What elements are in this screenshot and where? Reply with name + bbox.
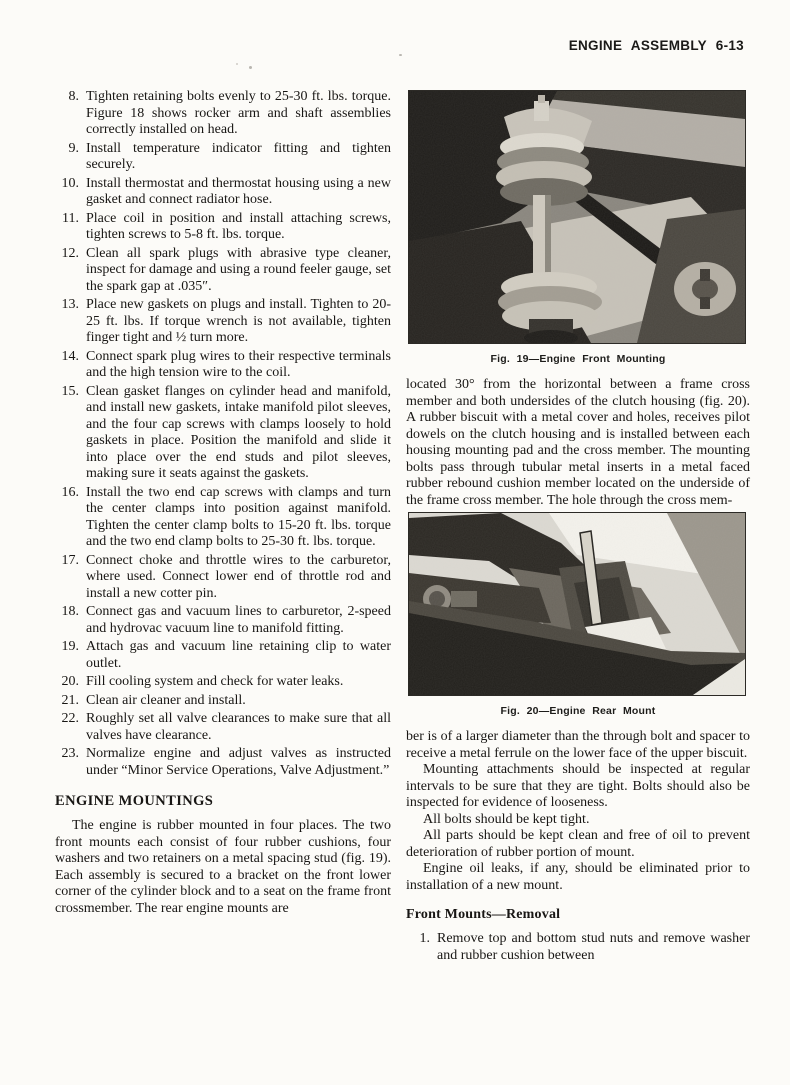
item-number: 22.: [61, 711, 79, 726]
item-number: 21.: [61, 692, 79, 708]
item-text: Remove top and bottom stud nuts and remove washer and rubber cushion between: [437, 931, 750, 963]
list-item: [55, 639, 391, 672]
paragraph-mounting-1: located 30° from the horizontal between a frame cross member and both undersides of the clutch housing (fig. 20). A rubber biscuit with a metal cover and holes, receives pilot dowels on the clutch housing and is installed between each housing mounting pad and the cross member. The mounting bolts pass through tubular metal inserts in a metal faced rubber rebound cushion member located on the underside of the frame cross member. The hole through the cross mem-: [406, 377, 750, 508]
scan-speck: [249, 66, 252, 69]
item-text: Clean air cleaner and install.: [86, 692, 246, 708]
list-item: [55, 349, 391, 382]
item-number: 14.: [61, 348, 79, 364]
scan-speck: [399, 54, 402, 56]
item-text: Connect choke and throttle wires to the carburetor, where used. Connect lower end of throttle rod and install a new cotter pin.: [86, 552, 391, 601]
list-item: [55, 746, 391, 779]
item-text: Install temperature indicator fitting and tighten securely.: [86, 140, 391, 172]
item-number: 1.: [419, 931, 430, 946]
item-number: 9.: [68, 140, 79, 156]
figure-20: [406, 512, 750, 717]
list-item: [55, 711, 391, 744]
paragraph-inspection: Mounting attachments should be inspected at regular intervals to be sure that they are tight. Bolts should also be inspected for evidence of looseness.: [406, 762, 750, 810]
list-item: [55, 211, 391, 244]
list-item: [55, 297, 391, 347]
item-number: 23.: [61, 746, 79, 761]
list-item: [55, 485, 391, 551]
item-number: 11.: [62, 210, 79, 226]
item-number: 16.: [61, 484, 79, 500]
fig20-caption: Fig. 20—Engine Rear Mount: [500, 705, 656, 717]
item-number: 18.: [61, 604, 79, 619]
item-text: Roughly set all valve clearances to make sure that all valves have clearance.: [86, 711, 391, 743]
fig20-photo: [408, 512, 746, 696]
engine-mountings-paragraph: The engine is rubber mounted in four places. The two front mounts each consist of four rubber cushions, four washers and two retainers on a metal spacing stud (fig. 19). Each assembly is secured to a bracket on the front lower corner of the cylinder block and to a seat on the frame front crossmember. The rear engine mounts are: [55, 818, 391, 916]
item-number: 10.: [61, 175, 79, 191]
list-item: [406, 931, 750, 964]
scan-speck: [236, 63, 238, 65]
item-number: 8.: [68, 89, 79, 104]
item-text: Place new gaskets on plugs and install. Tighten to 20-25 ft. lbs. If torque wrench is not available, tighten finger tight and ½ turn more.: [86, 297, 391, 345]
paragraph-mounting-2: ber is of a larger diameter than the through bolt and spacer to receive a metal ferrule on the lower face of the upper biscuit.: [406, 729, 750, 761]
list-item: [55, 89, 391, 139]
page-header: ENGINE ASSEMBLY 6-13: [568, 38, 744, 53]
paragraph-clean-parts: All parts should be kept clean and free of oil to prevent deterioration of rubber portion of mount.: [406, 828, 750, 860]
item-text: Connect gas and vacuum lines to carburetor, 2-speed and hydrovac vacuum line to manifold fitting.: [86, 604, 391, 636]
item-text: Clean gasket flanges on cylinder head and manifold, and install new gaskets, intake manifold pilot sleeves, and the four cap screws with clamps loosely to hold gaskets in place. Position the manifold and slide it into place over the end studs and pilot sleeves, making sure it seats against the gaskets.: [86, 383, 391, 481]
item-text: Place coil in position and install attaching screws, tighten screws to 5-8 ft. lbs. torque.: [86, 210, 391, 242]
item-number: 15.: [61, 383, 79, 399]
fig19-caption: Fig. 19—Engine Front Mounting: [490, 353, 666, 365]
item-number: 12.: [61, 245, 79, 261]
fig19-photo: [408, 90, 746, 344]
list-item: [55, 674, 391, 691]
item-number: 20.: [61, 674, 79, 689]
list-item: [55, 246, 391, 296]
item-text: Connect spark plug wires to their respective terminals and the high tension wire to the coil.: [86, 348, 391, 380]
item-text: Normalize engine and adjust valves as instructed under “Minor Service Operations, Valve Adjustment.”: [86, 746, 391, 778]
list-item: [55, 141, 391, 174]
figure-19: [406, 90, 750, 365]
item-number: 17.: [61, 552, 79, 568]
list-item: [55, 384, 391, 483]
section-heading-engine-mountings: ENGINE MOUNTINGS: [55, 793, 214, 809]
item-number: 19.: [61, 639, 79, 654]
item-text: Install thermostat and thermostat housing using a new gasket and connect radiator hose.: [86, 175, 391, 207]
item-text: Attach gas and vacuum line retaining clip to water outlet.: [86, 639, 391, 671]
list-item: [55, 553, 391, 603]
item-text: Clean all spark plugs with abrasive type cleaner, inspect for damage and using a round feeler gauge, set the spark gap at .035″.: [86, 245, 391, 294]
item-number: 13.: [61, 297, 79, 312]
paragraph-bolts-tight: All bolts should be kept tight.: [423, 811, 590, 827]
paragraph-oil-leaks: Engine oil leaks, if any, should be eliminated prior to installation of a new mount.: [406, 861, 750, 893]
right-column: [406, 90, 750, 964]
list-item: [55, 176, 391, 209]
list-item: [55, 604, 391, 637]
item-text: Install the two end cap screws with clamps and turn the center clamps into position against manifold. Tighten the center clamp bolts to 15-20 ft. lbs. torque and the two end clamp bolts to 25-30 ft. lbs. torque.: [86, 484, 391, 549]
item-text: Tighten retaining bolts evenly to 25-30 ft. lbs. torque. Figure 18 shows rocker arm and shaft assemblies correctly installed on head.: [86, 89, 391, 137]
subheading-front-mounts-removal: Front Mounts—Removal: [406, 907, 561, 922]
list-item: [55, 693, 391, 710]
left-column: [55, 87, 391, 917]
item-text: Fill cooling system and check for water leaks.: [86, 674, 344, 689]
